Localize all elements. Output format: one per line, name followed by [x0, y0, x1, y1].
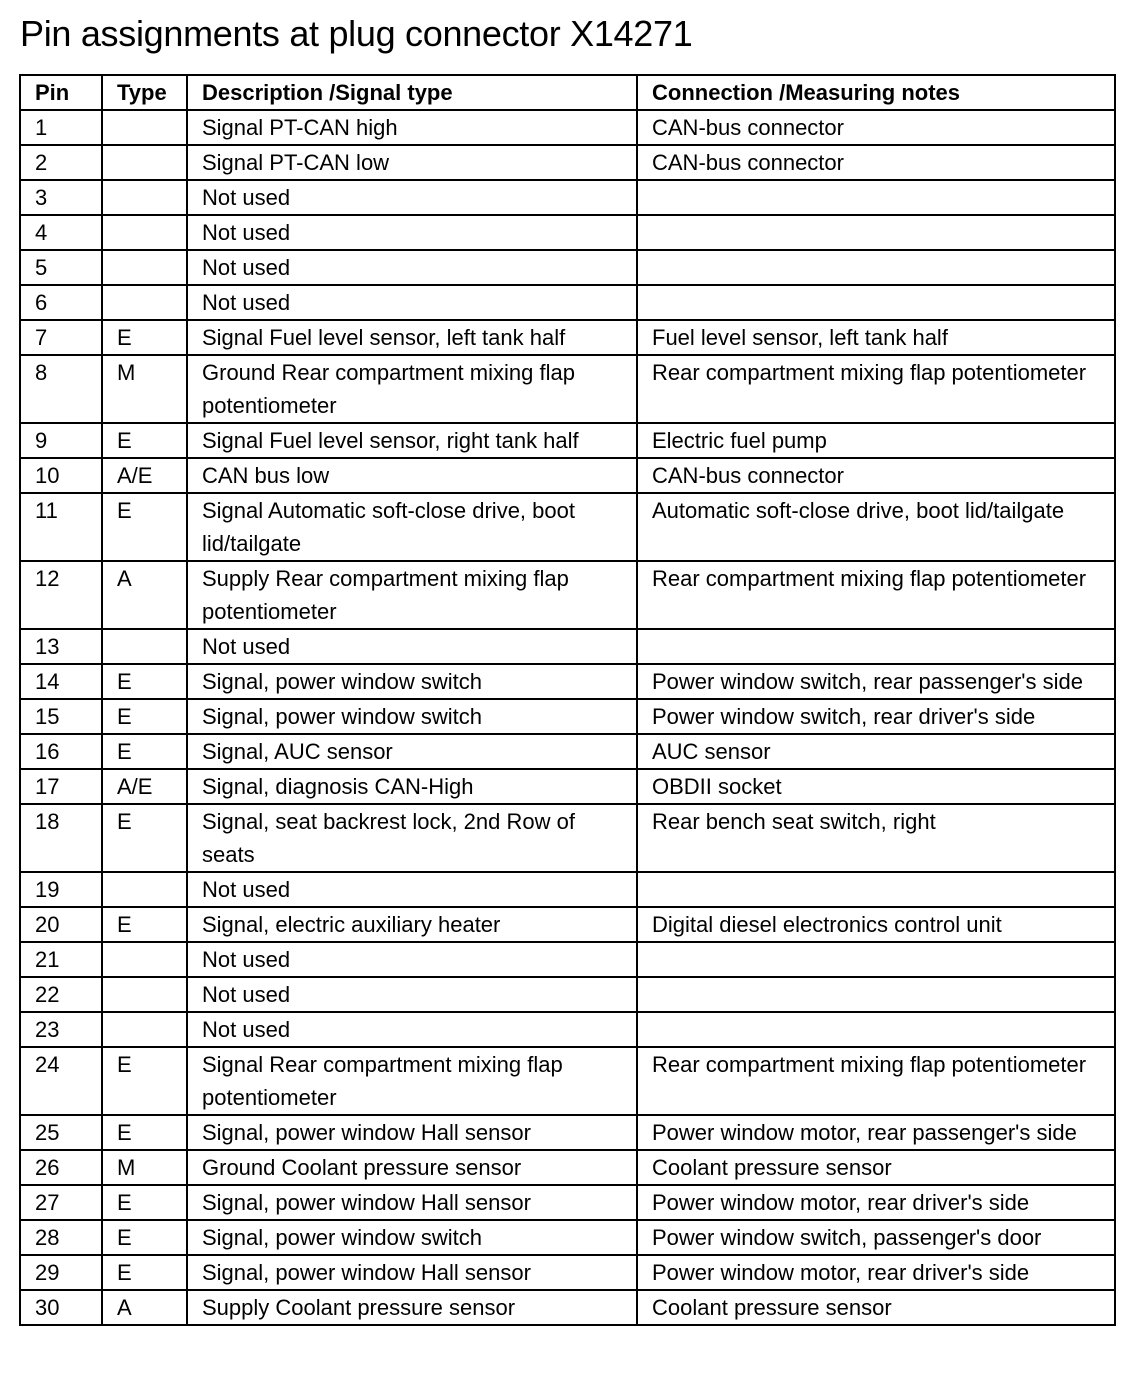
- table-row: [20, 1150, 1115, 1185]
- cell-description: Signal, power window switch: [187, 664, 637, 699]
- cell-type: E: [102, 1047, 187, 1115]
- cell-pin: 23: [20, 1012, 102, 1047]
- table-row: [20, 215, 1115, 250]
- cell-connection: CAN-bus connector: [637, 458, 1115, 493]
- cell-pin: 30: [20, 1290, 102, 1325]
- cell-connection: CAN-bus connector: [637, 110, 1115, 145]
- cell-pin: 24: [20, 1047, 102, 1115]
- cell-type: [102, 110, 187, 145]
- cell-connection: Electric fuel pump: [637, 423, 1115, 458]
- cell-type: E: [102, 1185, 187, 1220]
- table-row: [20, 1115, 1115, 1150]
- cell-connection: [637, 215, 1115, 250]
- cell-type: A: [102, 1290, 187, 1325]
- cell-connection: Rear compartment mixing flap potentiometer: [637, 561, 1115, 629]
- cell-description: Ground Coolant pressure sensor: [187, 1150, 637, 1185]
- cell-connection: Rear compartment mixing flap potentiometer: [637, 1047, 1115, 1115]
- cell-description: Not used: [187, 942, 637, 977]
- cell-type: [102, 180, 187, 215]
- table-header: [20, 75, 1115, 110]
- cell-description: Supply Coolant pressure sensor: [187, 1290, 637, 1325]
- cell-description: Not used: [187, 1012, 637, 1047]
- cell-pin: 12: [20, 561, 102, 629]
- cell-type: E: [102, 1220, 187, 1255]
- cell-type: [102, 285, 187, 320]
- cell-type: [102, 872, 187, 907]
- table-row: [20, 734, 1115, 769]
- cell-pin: 26: [20, 1150, 102, 1185]
- cell-type: E: [102, 664, 187, 699]
- cell-description: Signal, AUC sensor: [187, 734, 637, 769]
- cell-description: Signal, power window switch: [187, 1220, 637, 1255]
- cell-pin: 16: [20, 734, 102, 769]
- table-row: [20, 180, 1115, 215]
- cell-pin: 7: [20, 320, 102, 355]
- cell-pin: 15: [20, 699, 102, 734]
- cell-description: Signal PT-CAN high: [187, 110, 637, 145]
- table-row: [20, 423, 1115, 458]
- cell-connection: Rear compartment mixing flap potentiometer: [637, 355, 1115, 423]
- cell-pin: 1: [20, 110, 102, 145]
- cell-connection: CAN-bus connector: [637, 145, 1115, 180]
- cell-description: Signal, power window Hall sensor: [187, 1185, 637, 1220]
- cell-pin: 10: [20, 458, 102, 493]
- cell-connection: [637, 872, 1115, 907]
- cell-type: [102, 629, 187, 664]
- cell-description: Signal Automatic soft-close drive, boot lid/tailgate: [187, 493, 637, 561]
- cell-type: E: [102, 1115, 187, 1150]
- cell-description: Supply Rear compartment mixing flap potentiometer: [187, 561, 637, 629]
- cell-connection: Power window switch, passenger's door: [637, 1220, 1115, 1255]
- cell-description: Not used: [187, 872, 637, 907]
- cell-pin: 20: [20, 907, 102, 942]
- cell-type: E: [102, 1255, 187, 1290]
- table-row: [20, 629, 1115, 664]
- cell-connection: [637, 977, 1115, 1012]
- cell-type: M: [102, 1150, 187, 1185]
- cell-type: [102, 1012, 187, 1047]
- cell-connection: [637, 180, 1115, 215]
- cell-description: Not used: [187, 180, 637, 215]
- cell-connection: Power window switch, rear passenger's side: [637, 664, 1115, 699]
- cell-connection: Power window switch, rear driver's side: [637, 699, 1115, 734]
- cell-connection: Rear bench seat switch, right: [637, 804, 1115, 872]
- cell-connection: [637, 250, 1115, 285]
- table-row: [20, 664, 1115, 699]
- table-row: [20, 1290, 1115, 1325]
- cell-pin: 19: [20, 872, 102, 907]
- cell-description: Signal, seat backrest lock, 2nd Row of seats: [187, 804, 637, 872]
- cell-type: E: [102, 699, 187, 734]
- header-pin: Pin: [20, 75, 102, 110]
- table-row: [20, 285, 1115, 320]
- table-row: [20, 1047, 1115, 1115]
- cell-connection: Power window motor, rear driver's side: [637, 1185, 1115, 1220]
- cell-pin: 17: [20, 769, 102, 804]
- table-row: [20, 145, 1115, 180]
- cell-pin: 3: [20, 180, 102, 215]
- header-description: Description /Signal type: [187, 75, 637, 110]
- pin-assignment-table: [19, 74, 1116, 1326]
- cell-pin: 28: [20, 1220, 102, 1255]
- table-row: [20, 458, 1115, 493]
- table-row: [20, 110, 1115, 145]
- cell-description: Not used: [187, 215, 637, 250]
- header-type: Type: [102, 75, 187, 110]
- cell-description: Not used: [187, 629, 637, 664]
- table-row: [20, 872, 1115, 907]
- cell-pin: 6: [20, 285, 102, 320]
- cell-type: A: [102, 561, 187, 629]
- cell-description: Signal, power window Hall sensor: [187, 1255, 637, 1290]
- cell-description: Signal Fuel level sensor, right tank half: [187, 423, 637, 458]
- table-row: [20, 977, 1115, 1012]
- table-row: [20, 699, 1115, 734]
- table-row: [20, 804, 1115, 872]
- cell-description: Signal, electric auxiliary heater: [187, 907, 637, 942]
- cell-pin: 22: [20, 977, 102, 1012]
- cell-type: M: [102, 355, 187, 423]
- cell-description: Signal Rear compartment mixing flap potentiometer: [187, 1047, 637, 1115]
- cell-type: [102, 977, 187, 1012]
- cell-description: Signal Fuel level sensor, left tank half: [187, 320, 637, 355]
- table-row: [20, 493, 1115, 561]
- cell-pin: 11: [20, 493, 102, 561]
- cell-type: [102, 250, 187, 285]
- cell-type: E: [102, 734, 187, 769]
- table-row: [20, 1220, 1115, 1255]
- cell-pin: 5: [20, 250, 102, 285]
- cell-connection: [637, 942, 1115, 977]
- table-row: [20, 942, 1115, 977]
- cell-type: E: [102, 804, 187, 872]
- page-title: Pin assignments at plug connector X14271: [20, 13, 693, 54]
- table-row: [20, 320, 1115, 355]
- table-body: [20, 110, 1115, 1325]
- cell-type: [102, 215, 187, 250]
- cell-description: Ground Rear compartment mixing flap potentiometer: [187, 355, 637, 423]
- cell-description: Signal, power window Hall sensor: [187, 1115, 637, 1150]
- cell-type: A/E: [102, 458, 187, 493]
- cell-connection: Fuel level sensor, left tank half: [637, 320, 1115, 355]
- cell-connection: Coolant pressure sensor: [637, 1150, 1115, 1185]
- cell-connection: [637, 1012, 1115, 1047]
- cell-connection: [637, 285, 1115, 320]
- cell-connection: [637, 629, 1115, 664]
- cell-type: A/E: [102, 769, 187, 804]
- cell-connection: Automatic soft-close drive, boot lid/tailgate: [637, 493, 1115, 561]
- cell-pin: 4: [20, 215, 102, 250]
- cell-connection: Coolant pressure sensor: [637, 1290, 1115, 1325]
- cell-connection: Power window motor, rear passenger's side: [637, 1115, 1115, 1150]
- table-row: [20, 1185, 1115, 1220]
- cell-type: [102, 145, 187, 180]
- header-row: [20, 75, 1115, 110]
- cell-type: E: [102, 907, 187, 942]
- cell-pin: 25: [20, 1115, 102, 1150]
- table-row: [20, 561, 1115, 629]
- cell-type: E: [102, 493, 187, 561]
- cell-description: Not used: [187, 285, 637, 320]
- cell-pin: 13: [20, 629, 102, 664]
- cell-pin: 8: [20, 355, 102, 423]
- table-row: [20, 769, 1115, 804]
- cell-pin: 29: [20, 1255, 102, 1290]
- cell-pin: 18: [20, 804, 102, 872]
- cell-type: E: [102, 320, 187, 355]
- cell-description: Not used: [187, 977, 637, 1012]
- cell-description: Not used: [187, 250, 637, 285]
- cell-pin: 14: [20, 664, 102, 699]
- cell-type: E: [102, 423, 187, 458]
- cell-connection: OBDII socket: [637, 769, 1115, 804]
- cell-connection: Power window motor, rear driver's side: [637, 1255, 1115, 1290]
- cell-connection: Digital diesel electronics control unit: [637, 907, 1115, 942]
- cell-description: Signal, diagnosis CAN-High: [187, 769, 637, 804]
- cell-description: CAN bus low: [187, 458, 637, 493]
- cell-pin: 21: [20, 942, 102, 977]
- cell-pin: 27: [20, 1185, 102, 1220]
- table-row: [20, 250, 1115, 285]
- cell-type: [102, 942, 187, 977]
- header-connection: Connection /Measuring notes: [637, 75, 1115, 110]
- cell-pin: 9: [20, 423, 102, 458]
- table-row: [20, 355, 1115, 423]
- table-row: [20, 1012, 1115, 1047]
- cell-description: Signal, power window switch: [187, 699, 637, 734]
- cell-connection: AUC sensor: [637, 734, 1115, 769]
- table-row: [20, 1255, 1115, 1290]
- table-row: [20, 907, 1115, 942]
- cell-description: Signal PT-CAN low: [187, 145, 637, 180]
- cell-pin: 2: [20, 145, 102, 180]
